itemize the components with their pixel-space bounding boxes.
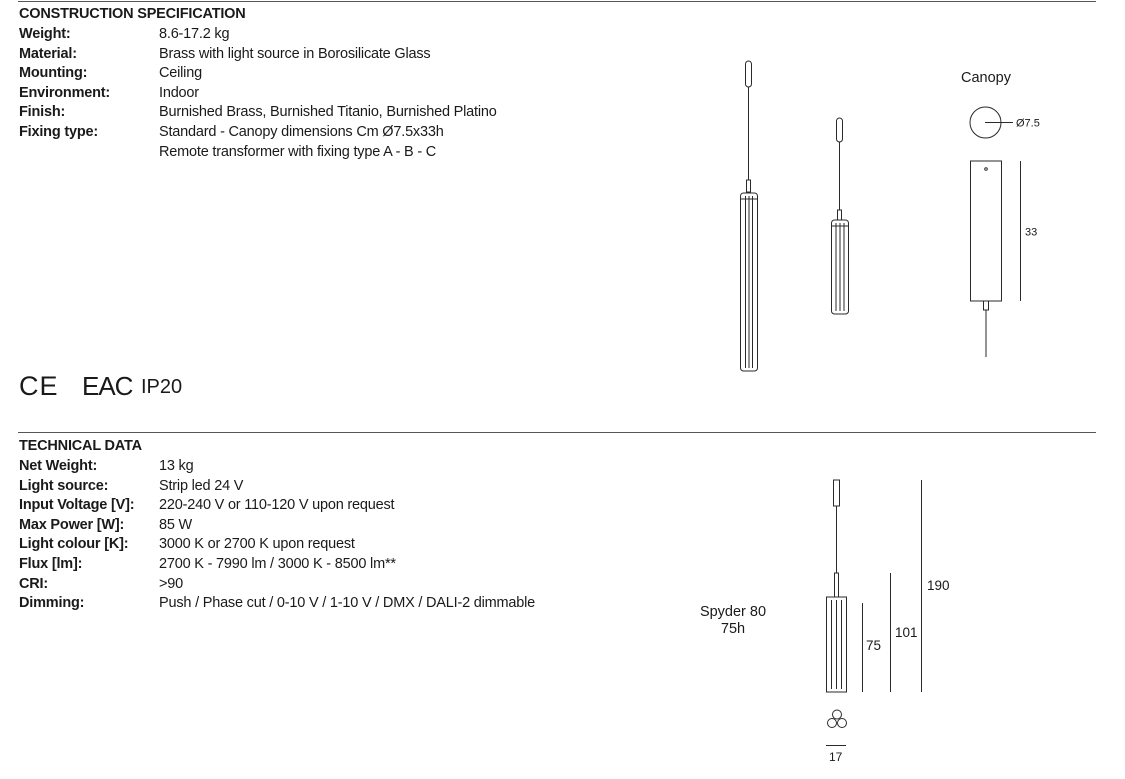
spec-label: Net Weight: <box>19 458 98 474</box>
ip-rating: IP20 <box>141 376 183 398</box>
spec-label: Flux [lm]: <box>19 555 83 572</box>
spec-label: Dimming: <box>19 595 85 612</box>
construction-title: CONSTRUCTION SPECIFICATION <box>19 6 246 22</box>
spec-value: Standard - Canopy dimensions Cm Ø7.5x33h <box>159 123 444 140</box>
ce-mark-icon: CE <box>19 371 59 401</box>
dim-width-label: 17 <box>829 750 843 764</box>
eac-mark-icon: EAC <box>82 371 133 401</box>
pendant-long-drawing <box>741 61 758 371</box>
spec-value: 2700 K - 7990 lm / 3000 K - 8500 lm** <box>159 555 396 572</box>
cluster-top-view-icon <box>828 710 847 728</box>
spec-value: Burnished Brass, Burnished Titanio, Burnished Platino <box>159 104 497 121</box>
model-name-line1: Spyder 80 <box>699 604 767 620</box>
spec-value: 220-240 V or 110-120 V upon request <box>159 497 395 514</box>
canopy-title: Canopy <box>961 70 1011 86</box>
spec-label: Finish: <box>19 104 66 121</box>
spec-value: 85 W <box>159 516 193 533</box>
technical-title: TECHNICAL DATA <box>19 438 142 454</box>
canopy-diameter-label: Ø7.5 <box>1016 117 1040 130</box>
pendant-short-drawing <box>832 118 849 314</box>
spec-value: 3000 K or 2700 K upon request <box>159 536 355 553</box>
dim-body-label: 75 <box>866 638 882 653</box>
dim-total-label: 190 <box>927 578 950 593</box>
spec-value: Ceiling <box>159 65 202 82</box>
spec-value: Remote transformer with fixing type A - B - C <box>159 143 437 160</box>
spec-label: Input Voltage [V]: <box>19 497 135 514</box>
spec-label: Light source: <box>19 477 109 494</box>
spec-label: Max Power [W]: <box>19 516 125 533</box>
spec-label: Light colour [K]: <box>19 536 129 553</box>
spec-value: Brass with light source in Borosilicate Glass <box>159 45 431 62</box>
spec-label: Fixing type: <box>19 123 98 140</box>
spec-value: 13 kg <box>159 458 194 474</box>
spec-value: 8.6-17.2 kg <box>159 26 230 42</box>
canopy-height-label: 33 <box>1025 226 1038 239</box>
spec-label: Environment: <box>19 84 111 101</box>
model-name-line2: 75h <box>720 621 746 637</box>
spyder-dimension-drawing <box>826 480 922 746</box>
spec-label: CRI: <box>19 575 49 592</box>
model-name <box>690 604 776 638</box>
spec-value: Strip led 24 V <box>159 477 244 494</box>
dim-mid-label: 101 <box>895 625 918 640</box>
spec-value: Indoor <box>159 84 199 101</box>
spec-label: Weight: <box>19 26 71 42</box>
canopy-drawing <box>970 107 1021 357</box>
spec-value: >90 <box>159 575 183 592</box>
spec-label: Mounting: <box>19 65 88 82</box>
spec-value: Push / Phase cut / 0-10 V / 1-10 V / DMX / DALI-2 dimmable <box>159 595 536 612</box>
spec-label: Material: <box>19 45 77 62</box>
